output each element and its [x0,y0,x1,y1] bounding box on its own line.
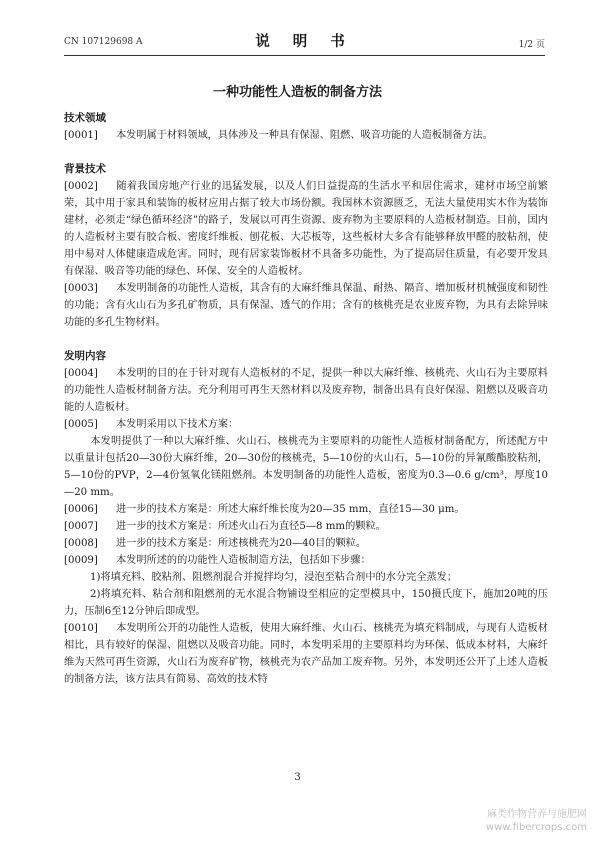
paragraph-text: 本发明采用以下技术方案： [116,419,239,430]
header-divider [64,55,545,56]
paragraph-number: [0001] [64,130,98,141]
paragraph-text: 随着我国房地产行业的迅猛发展，以及人们日益提高的生活水平和居住需求，建材市场空前繁荣，其中用于家具和装饰的板材应用占据了较大市场份额。我国林木资源匮乏，无法大量使用实木作为装饰建材，必须走“绿色循环经济”的路子，发展以可再生资源、废弃物为主要原料的人造板材制造。目前，国内的人造板材主要有胶合板、密度纤维板、刨花板、大芯板等，这些板材大多含有能够释放甲醛的胶粘剂，使用中易对人体健康造成危害。同时，现有居家装饰板材不具备多功能性，为了提高居住质量，有必要开发具有保湿、吸音等功能的绿色、环保、安全的人造板材。 [64,181,548,277]
paragraph-text: 进一步的技术方案是：所述大麻纤维长度为20—35 mm，直径15—30 μm。 [116,504,465,515]
paragraph-number: [0009] [64,555,98,566]
paragraph-text: 本发明所述的的功能性人造板制造方法，包括如下步骤： [116,555,371,566]
paragraph [64,416,548,433]
paragraph [64,433,548,501]
step-text: 1)将填充料、胶粘剂、阻燃剂混合并搅拌均匀，浸泡至粘合剂中的水分完全蒸发； [90,572,458,583]
paragraph [64,280,548,331]
paragraph-text: 本发明属于材料领域，具体涉及一种具有保湿、阻燃、吸音功能的人造板制备方法。 [116,130,493,141]
step-text: 2)将填充料、粘合剂和阻燃剂的无水混合物铺设至相应的定型模具中，150摄氏度下，施加20吨的压力，压制6至12分钟后即成型。 [64,589,548,617]
paragraph-number: [0007] [64,521,98,532]
paragraph [64,178,548,280]
watermark-url: www.fibercrops.com [485,822,587,833]
paragraph [64,518,548,535]
paragraph [64,552,548,569]
paragraph-number: [0005] [64,419,98,430]
page-count: 1/2 页 [518,40,545,50]
patent-number: CN 107129698 A [64,37,143,47]
paragraph-number: [0003] [64,283,98,294]
document-body [64,110,548,688]
paragraph [64,569,548,586]
page-number: 3 [294,772,301,783]
watermark [486,808,587,834]
paragraph [64,535,548,552]
paragraph-number: [0004] [64,368,98,379]
watermark-name: 麻类作物营养与施肥网 [487,809,587,820]
section-heading: 技术领域 [64,112,106,124]
paragraph-number: [0006] [64,504,98,515]
section-heading: 发明内容 [64,350,106,362]
paragraph-number: [0002] [64,181,98,192]
paragraph-number: [0010] [64,623,98,634]
paragraph [64,620,548,688]
paragraph-text: 本发明所公开的功能性人造板，使用大麻纤维、火山石、核桃壳为填充料制成，与现有人造板材相比，具有较好的保湿、阻燃以及吸音功能。同时，本发明采用的主要原料均为环保、低成本材料，大麻纤维为天然可再生资源，火山石为废弃矿物，核桃壳为农产品加工废弃物。另外，本发明还公开了上述人造板的制备方法，该方法具有简易、高效的技术特 [64,623,548,685]
document-type: 说 明 书 [255,33,354,50]
document-title: 一种功能性人造板的制备方法 [212,85,382,100]
paragraph [64,501,548,518]
paragraph-text: 本发明制备的功能性人造板，其含有的大麻纤维具保温、耐热、隔音、增加板材机械强度和韧性的功能；含有火山石为多孔矿物质，具有保湿、透气的作用；含有的核桃壳是农业废弃物，为具有去除异味功能的多孔生物材料。 [64,283,548,328]
paragraph-text: 本发明提供了一种以大麻纤维、火山石、核桃壳为主要原料的功能性人造板材制备配方，所述配方中以重量计包括20—30份大麻纤维，20—30份的核桃壳，5—10份的火山石，5—10份的异氰酸酯胶粘剂，5—10份的PVP，2—4份氢氧化镁阻燃剂。本发明制备的功能性人造板，密度为0.3—0.6 g/cm³，厚度10—20 mm。 [64,436,548,498]
paragraph [64,586,548,620]
section-heading: 背景技术 [64,163,106,175]
paragraph-text: 进一步的技术方案是：所述火山石为直径5—8 mm的颗粒。 [116,521,386,532]
paragraph [64,365,548,416]
paragraph [64,127,548,144]
paragraph-number: [0008] [64,538,98,549]
paragraph-text: 进一步的技术方案是：所述核桃壳为20—40目的颗粒。 [116,538,367,549]
paragraph-text: 本发明的目的在于针对现有人造板材的不足，提供一种以大麻纤维、核桃壳、火山石为主要原料的功能性人造板材制备方法。充分利用可再生天然材料以及废弃物，制备出具有良好保湿、阻燃以及吸音功能的人造板材。 [64,368,548,413]
page-header [64,27,545,55]
